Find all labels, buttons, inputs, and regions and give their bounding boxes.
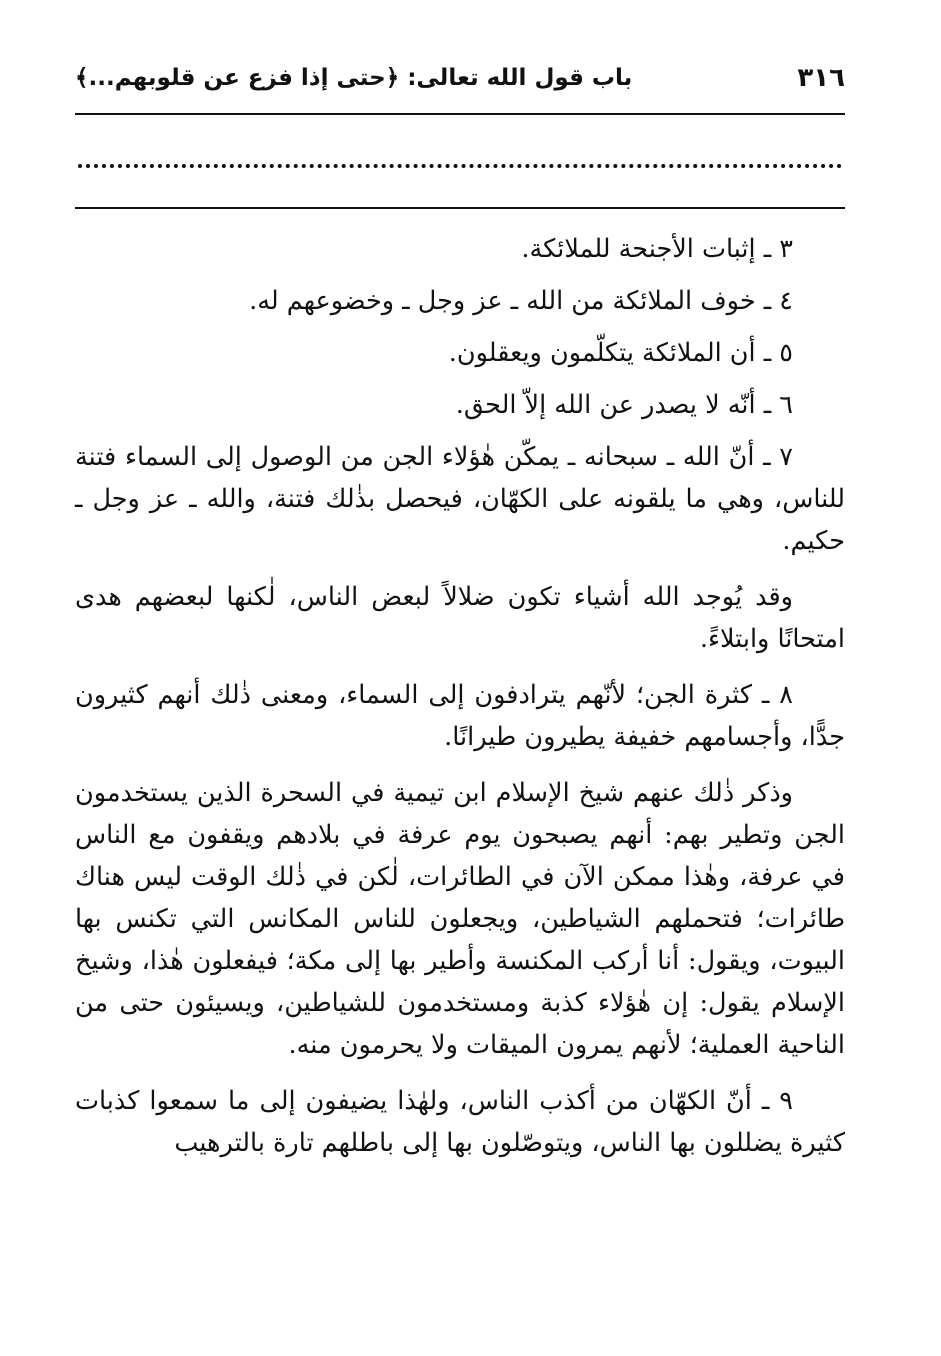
page-body	[75, 228, 845, 1178]
header-rule-top	[75, 113, 845, 115]
list-item-5: ٥ ـ أن الملائكة يتكلّمون ويعقلون.	[448, 338, 793, 368]
list-item-9: ٩ ـ أنّ الكهّان من أكذب الناس، ولهٰذا يضيفون إلى ما سمعوا كذبات كثيرة يضللون بها الناس، ويتوصّلون بها إلى باطلهم تارة بالترهيب	[75, 1086, 845, 1158]
list-item-8: ٨ ـ كثرة الجن؛ لأنّهم يترادفون إلى السماء، ومعنى ذٰلك أنهم كثيرون جدًّا، وأجسامهم خفيفة يطيرون طيرانًا.	[75, 680, 845, 752]
header-rule-bottom	[75, 207, 845, 209]
page-header	[75, 58, 845, 98]
running-title: باب قول الله تعالى: ﴿حتى إذا فزع عن قلوبهم...﴾	[75, 65, 633, 91]
page-number: ٣١٦	[797, 63, 845, 93]
list-item-4: ٤ ـ خوف الملائكة من الله ـ عز وجل ـ وخضوعهم له.	[249, 286, 793, 316]
dotted-separator	[78, 164, 842, 168]
body-paragraph: وقد يُوجد الله أشياء تكون ضلالاً لبعض الناس، لٰكنها لبعضهم هدى امتحانًا وابتلاءً.	[75, 582, 845, 654]
body-paragraph: وذكر ذٰلك عنهم شيخ الإسلام ابن تيمية في السحرة الذين يستخدمون الجن وتطير بهم: أنهم يصبحون يوم عرفة في بلادهم ويقفون مع الناس في عرفة، وهٰذا ممكن الآن في الطائرات، لٰكن في ذٰلك الوقت ليس هناك طائرات؛ فتحملهم الشياطين، ويجعلون للناس المكانس التي تكنس بها البيوت، ويقول: أنا أركب المكنسة وأطير بها إلى مكة؛ فيفعلون هٰذا، وشيخ الإسلام يقول: إن هٰؤلاء كذبة ومستخدمون للشياطين، ويسيئون حتى من الناحية العملية؛ لأنهم يمرون الميقات ولا يحرمون منه.	[75, 778, 845, 1060]
list-item-6: ٦ ـ أنّه لا يصدر عن الله إلاّ الحق.	[455, 390, 793, 420]
list-item-7: ٧ ـ أنّ الله ـ سبحانه ـ يمكّن هٰؤلاء الجن من الوصول إلى السماء فتنة للناس، وهي ما يلقونه على الكهّان، فيحصل بذٰلك فتنة، والله ـ عز وجل ـ حكيم.	[75, 442, 845, 556]
list-item-3: ٣ ـ إثبات الأجنحة للملائكة.	[521, 234, 793, 264]
